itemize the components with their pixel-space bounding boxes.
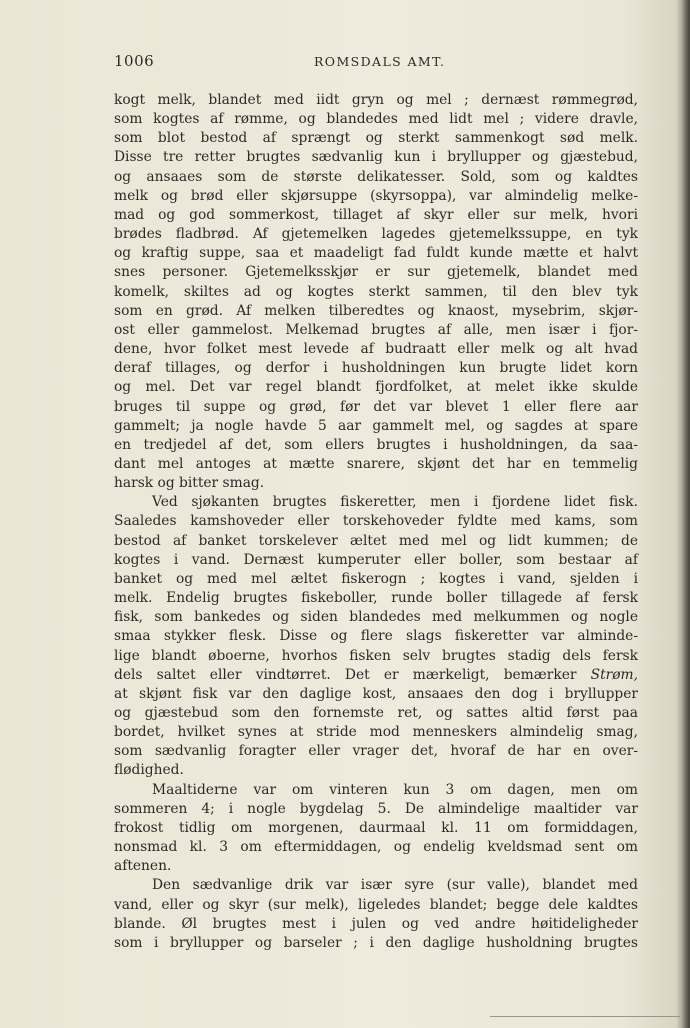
text-line: harsk og bitter smag.	[114, 475, 265, 492]
text-line: som sædvanlig foragter eller vrager det, hvoraf de har en over-	[114, 743, 638, 760]
text-line: gammelt; ja nogle havde 5 aar gammelt mel, og sagdes at spare	[114, 417, 638, 434]
text-line: sommeren 4; i nogle bygdelag 5. De almindelige maaltider var	[114, 800, 638, 817]
text-line: frokost tidlig om morgenen, daurmaal kl. 11 om formiddagen,	[114, 819, 638, 836]
text-line: og gjæstebud som den fornemste ret, og sattes altid først paa	[114, 705, 638, 721]
text-line: vand, eller og skyr (sur melk), ligeledes blandet; begge dele kaldtes	[114, 896, 638, 913]
text-line: mad og god sommerkost, tillaget af skyr eller sur melk, hvori	[114, 206, 638, 223]
text-line: som en grød. Af melken tilberedtes og knaost, mysebrim, skjør-	[114, 302, 638, 319]
text-line: fisk, som bankedes og siden blandedes med melkummen og nogle	[114, 609, 638, 626]
running-title: ROMSDALS AMT.	[314, 54, 446, 69]
text-line: flødighed.	[114, 762, 184, 779]
text-line: ost eller gammelost. Melkemad brugtes af alle, men især i fjor-	[114, 321, 638, 338]
text-line: Saaledes kamshoveder eller torskehoveder fyldte med kams, som	[114, 513, 638, 530]
text-line: en tredjedel af det, som ellers brugtes i husholdningen, da saa-	[114, 436, 638, 453]
page-number: 1006	[114, 52, 155, 70]
text-line: blande. Øl brugtes mest i julen og ved andre høitideligheder	[114, 915, 638, 932]
text-line: og kraftig suppe, saa et maadeligt fad fuldt kunde mætte et halvt	[114, 245, 638, 262]
bottom-edge-rule	[490, 1016, 680, 1017]
text-line: bruges til suppe og grød, før det var blevet 1 eller flere aar	[114, 398, 638, 415]
text-line: brødes fladbrød. Af gjetemelken lagedes gjetemelkssuppe, en tyk	[114, 226, 638, 243]
text-line: som i bryllupper og barseler ; i den daglige husholdning brugtes	[114, 934, 638, 951]
text-line: Maaltiderne var om vinteren kun 3 om dagen, men om	[152, 781, 638, 798]
text-line: kogtes i vand. Dernæst kumperuter eller boller, som bestaar af	[114, 551, 638, 568]
text-line: og mel. Det var regel blandt fjordfolket, at melet ikke skulde	[114, 379, 638, 396]
text-line: smaa stykker flesk. Disse og flere slags fiskeretter var alminde-	[114, 628, 638, 645]
text-line: Ved sjøkanten brugtes fiskeretter, men i fjordene lidet fisk.	[152, 494, 638, 511]
text-line: lige blandt øboerne, hvorhos fisken selv brugtes stadig dels fersk	[114, 647, 638, 664]
text-line: Den sædvanlige drik var især syre (sur valle), blandet med	[152, 877, 638, 894]
text-line: melk og brød eller skjørsuppe (skyrsoppa), var almindelig melke-	[114, 187, 638, 204]
text-line: snes personer. Gjetemelksskjør er sur gjetemelk, blandet med	[114, 264, 638, 281]
text-line: komelk, skiltes ad og kogtes sterkt sammen, til den blev tyk	[114, 283, 638, 300]
body-text	[114, 91, 638, 953]
text-line: dant mel antoges at mætte snarere, skjønt det har en temmelig	[114, 455, 638, 472]
page-edge-shadow	[682, 0, 690, 1028]
text-line: aftenen.	[114, 858, 172, 875]
text-line: bordet, hvilket synes at stride mod menneskers almindelig smag,	[114, 724, 638, 741]
text-line: og ansaaes som de største delikatesser. Sold, som og kaldtes	[114, 168, 638, 185]
text-line: som blot bestod af sprængt og sterkt sammenkogt sød melk.	[114, 130, 638, 147]
page-header	[114, 52, 638, 72]
author-name-emphasis: Strøm,	[590, 666, 639, 683]
text-line: deraf tillages, og derfor i husholdningen kun brugte lidet korn	[114, 360, 638, 377]
text-line: melk. Endelig brugtes fiskeboller, runde boller tillagede af fersk	[114, 590, 638, 607]
text-line: banket og med mel æltet fiskerogn ; kogtes i vand, sjelden i	[114, 570, 638, 587]
text-line: bestod af banket torskelever æltet med mel og lidt kummen; de	[114, 532, 638, 549]
text-line-with-emphasis	[114, 666, 638, 685]
text-line: som kogtes af rømme, og blandedes med lidt mel ; videre dravle,	[114, 111, 638, 128]
text-line: dene, hvor folket mest levede af budraatt eller melk og alt hvad	[114, 341, 638, 358]
text-line: at skjønt fisk var den daglige kost, ansaaes den dog i bryllupper	[114, 685, 638, 702]
text-line: kogt melk, blandet med iidt gryn og mel ; dernæst rømmegrød,	[114, 92, 638, 108]
text-line: nonsmad kl. 3 om eftermiddagen, og endelig kveldsmad sent om	[114, 839, 638, 856]
text-line: Disse tre retter brugtes sædvanlig kun i bryllupper og gjæstebud,	[114, 149, 638, 166]
text-line-segment: dels saltet eller vindtørret. Det er mærkeligt, bemærker	[114, 666, 577, 683]
